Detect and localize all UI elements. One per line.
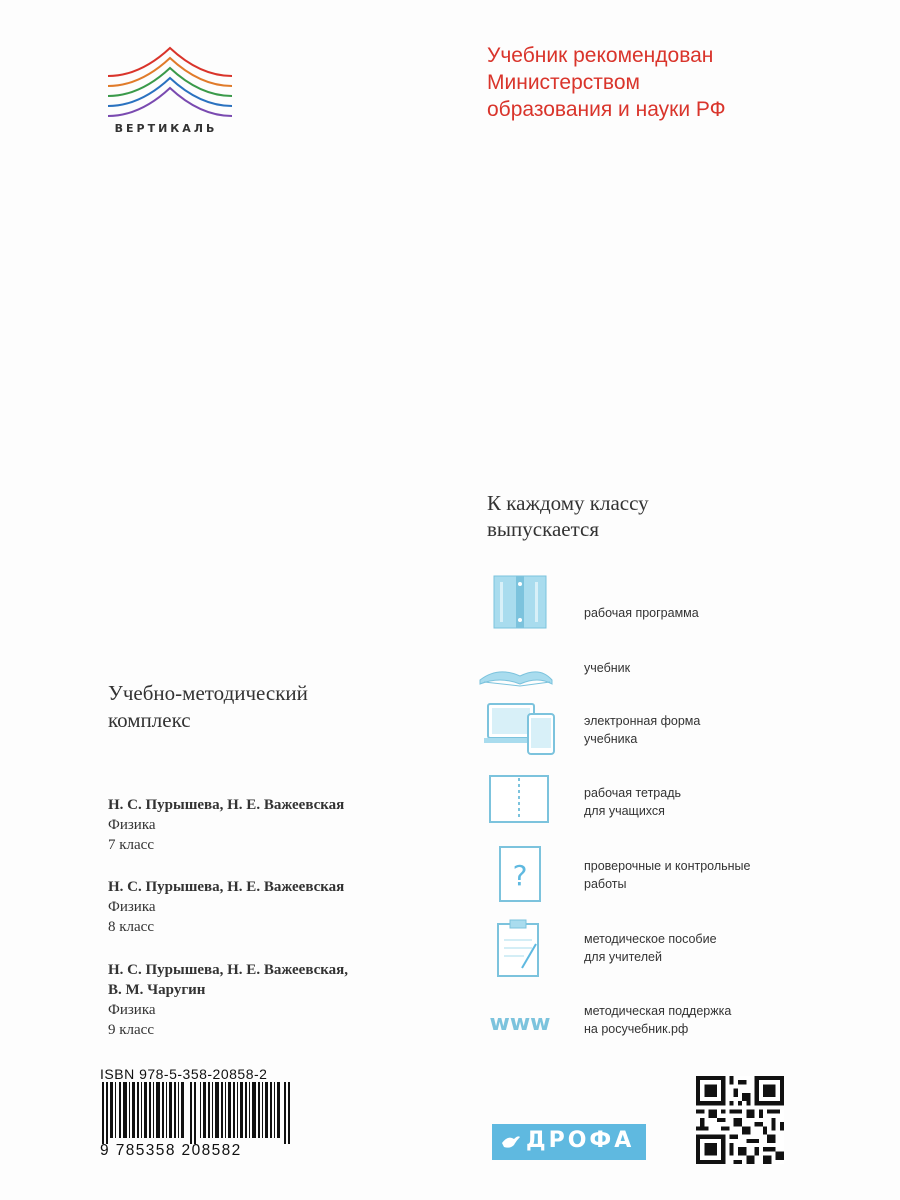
svg-text:?: ?	[512, 859, 528, 892]
release-item-eform	[478, 700, 818, 760]
release-item-tests	[478, 845, 818, 905]
release-heading-line: К каждому классу	[487, 491, 649, 515]
book-grade: 7 класс	[108, 837, 154, 853]
item-label-line: на росучебник.рф	[584, 1022, 689, 1036]
item-label-line: учебника	[584, 732, 638, 746]
book-authors: Н. С. Пурышева, Н. Е. Важеевская,	[108, 962, 349, 978]
book-subject: Физика	[108, 1002, 156, 1018]
question-sheet-icon	[478, 845, 558, 905]
ean-digits: 9 785358 208582	[100, 1142, 242, 1159]
book-authors: Н. С. Пурышева, Н. Е. Важеевская	[108, 879, 345, 895]
release-item-program	[478, 574, 818, 634]
qr-code-icon	[696, 1076, 784, 1164]
item-label-line: для учащихся	[584, 804, 665, 818]
open-book-icon	[478, 646, 558, 706]
book-entry-9	[108, 960, 348, 1040]
item-label-line: электронная форма	[584, 714, 701, 728]
book-authors: Н. С. Пурышева, Н. Е. Важеевская	[108, 797, 345, 813]
logo-wordmark: ВЕРТИКАЛЬ	[114, 122, 218, 135]
isbn: ISBN 978-5-358-20858-2	[100, 1066, 268, 1082]
book-subject: Физика	[108, 899, 156, 915]
release-item-textbook	[478, 646, 818, 706]
kit-heading	[108, 680, 408, 734]
book-entry-8	[108, 877, 344, 937]
release-item-workbook	[478, 772, 818, 832]
drofa-logo	[492, 1124, 646, 1160]
item-label: рабочая программа	[584, 606, 699, 620]
item-label-line: для учителей	[584, 950, 662, 964]
release-item-teacher-guide	[478, 918, 818, 978]
www-text: www	[489, 1011, 551, 1036]
recommendation-note	[487, 42, 817, 123]
notebook-icon	[478, 772, 558, 832]
recommendation-line: Министерством	[487, 71, 640, 94]
book-grade: 9 класс	[108, 1022, 154, 1038]
book-grade: 8 класс	[108, 919, 154, 935]
book-subject: Физика	[108, 817, 156, 833]
kit-heading-line: Учебно-методический	[108, 681, 308, 705]
item-label-line: проверочные и контрольные	[584, 859, 751, 873]
recommendation-line: образования и науки РФ	[487, 98, 726, 121]
drofa-wordmark: ДРОФА	[526, 1128, 635, 1153]
clipboard-icon	[478, 918, 558, 978]
release-heading-line: выпускается	[487, 517, 600, 541]
item-label-line: работы	[584, 877, 627, 891]
release-heading	[487, 490, 787, 542]
barcode-icon	[100, 1082, 292, 1144]
release-item-web-support	[478, 990, 818, 1050]
item-label	[584, 930, 814, 966]
book-authors-cont: В. М. Чаругин	[108, 982, 206, 998]
devices-icon	[478, 700, 558, 760]
item-label	[584, 1002, 814, 1038]
bird-icon	[500, 1131, 522, 1153]
item-label	[584, 784, 814, 820]
book-entry-7	[108, 795, 344, 855]
recommendation-line: Учебник рекомендован	[487, 44, 714, 67]
binder-icon	[478, 574, 558, 634]
item-label-line: методическая поддержка	[584, 1004, 732, 1018]
kit-heading-line: комплекс	[108, 708, 191, 732]
item-label	[584, 857, 814, 893]
item-label	[584, 712, 814, 748]
www-icon	[478, 990, 558, 1050]
item-label: учебник	[584, 661, 631, 675]
item-label-line: рабочая тетрадь	[584, 786, 682, 800]
item-label-line: методическое пособие	[584, 932, 717, 946]
